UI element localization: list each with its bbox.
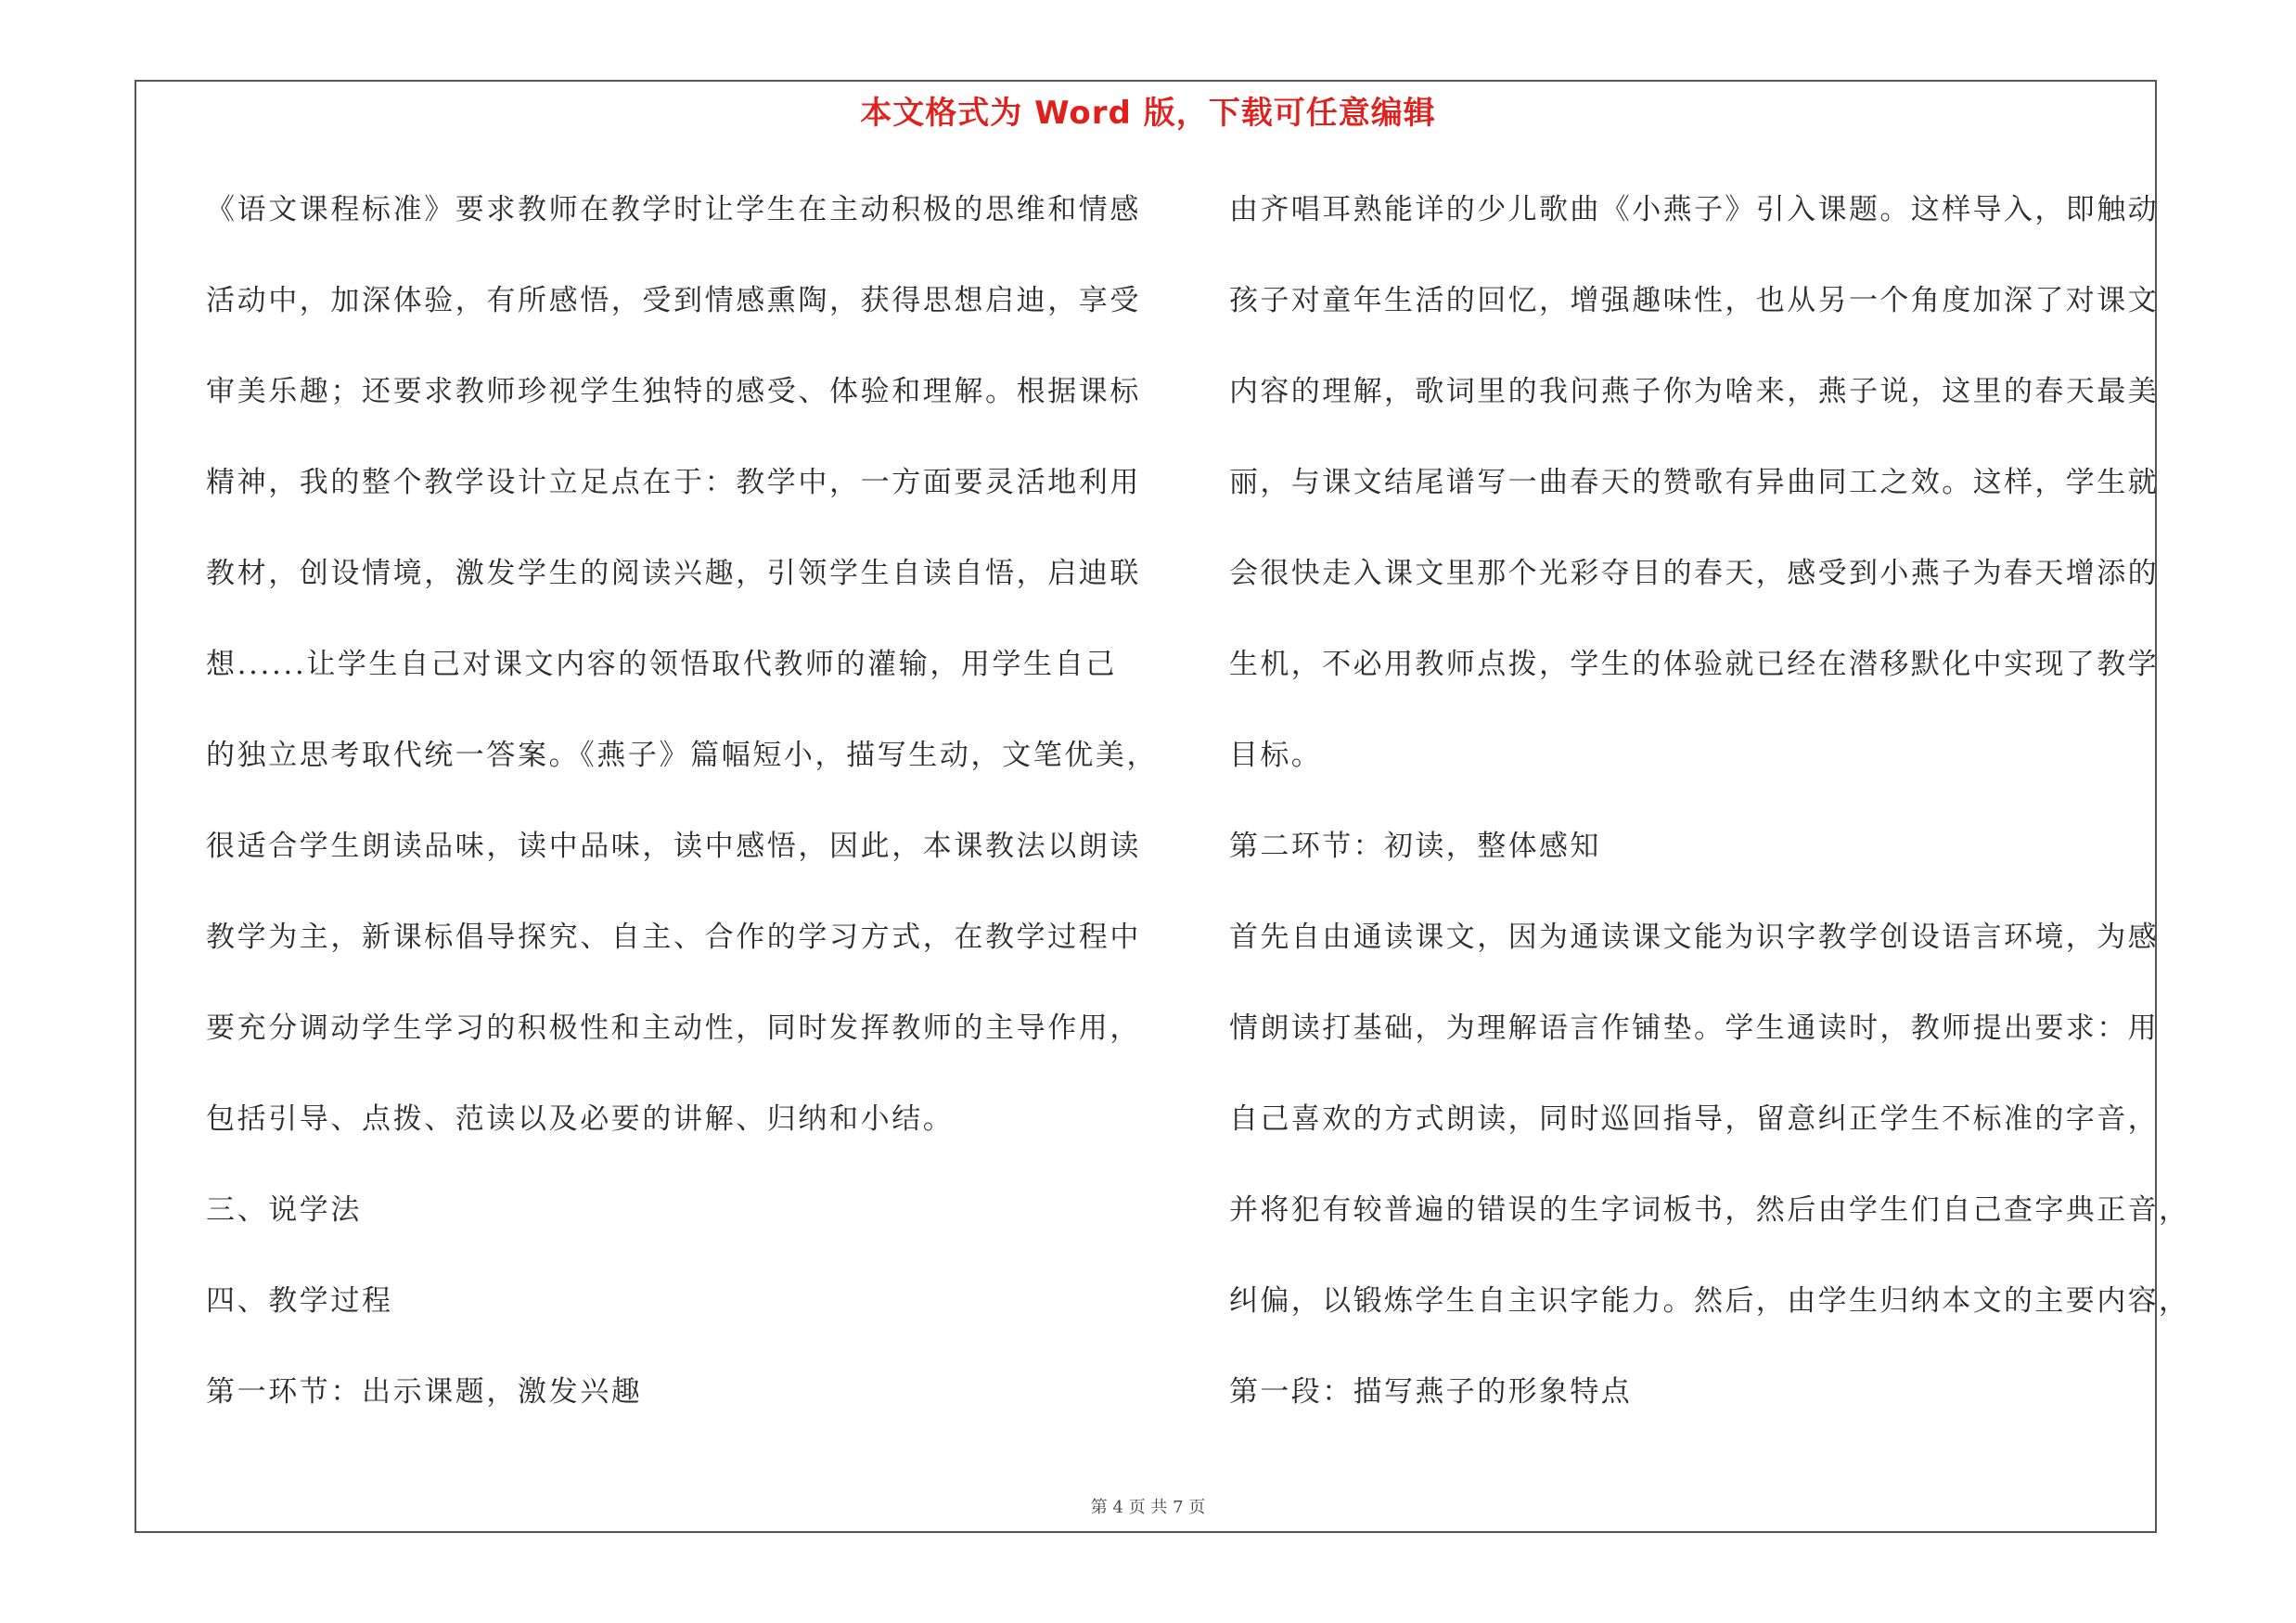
text-line: 纠偏，以锻炼学生自主识字能力。然后，由学生归纳本文的主要内容， (1229, 1284, 2190, 1318)
text-line: 丽，与课文结尾谱写一曲春天的赞歌有异曲同工之效。这样，学生就 (1229, 466, 2159, 499)
text-line: 活动中，加深体验，有所感悟，受到情感熏陶，获得思想启迪，享受 (206, 284, 1141, 317)
text-line: 《语文课程标准》要求教师在教学时让学生在主动积极的思维和情感 (206, 193, 1141, 226)
left-text-column (206, 182, 1159, 1455)
section-heading: 三、说学法 (206, 1193, 362, 1227)
text-line: 并将犯有较普遍的错误的生字词板书，然后由学生们自己查字典正音， (1229, 1193, 2190, 1227)
text-line: 首先自由通读课文，因为通读课文能为识字教学创设语言环境，为感 (1229, 921, 2159, 954)
text-line: 生机，不必用教师点拨，学生的体验就已经在潜移默化中实现了教学 (1229, 648, 2159, 681)
right-text-column (1229, 182, 2190, 1455)
text-line: 自己喜欢的方式朗读，同时巡回指导，留意纠正学生不标准的字音， (1229, 1102, 2159, 1136)
editable-notice-banner: 本文格式为 Word 版，下载可任意编辑 (860, 95, 1436, 132)
text-line: 内容的理解，歌词里的我问燕子你为啥来，燕子说，这里的春天最美 (1229, 375, 2159, 408)
text-line: 目标。 (1229, 739, 1323, 772)
text-line: 由齐唱耳熟能详的少儿歌曲《小燕子》引入课题。这样导入，即触动 (1229, 193, 2159, 226)
text-line: 教材，创设情境，激发学生的阅读兴趣，引领学生自读自悟，启迪联 (206, 557, 1141, 590)
text-line: 情朗读打基础，为理解语言作铺垫。学生通读时，教师提出要求：用 (1229, 1011, 2159, 1045)
text-line: 教学为主，新课标倡导探究、自主、合作的学习方式，在教学过程中 (206, 921, 1141, 954)
text-line: 要充分调动学生学习的积极性和主动性，同时发挥教师的主导作用， (206, 1011, 1141, 1045)
subsection-heading: 第二环节：初读，整体感知 (1229, 830, 1601, 863)
text-line: 会很快走入课文里那个光彩夺目的春天，感受到小燕子为春天增添的 (1229, 557, 2159, 590)
section-heading: 四、教学过程 (206, 1284, 393, 1318)
text-line: 很适合学生朗读品味，读中品味，读中感悟，因此，本课教法以朗读 (206, 830, 1141, 863)
text-line: 审美乐趣；还要求教师珍视学生独特的感受、体验和理解。根据课标 (206, 375, 1141, 408)
text-line: 孩子对童年生活的回忆，增强趣味性，也从另一个角度加深了对课文 (1229, 284, 2159, 317)
subsection-heading: 第一环节：出示课题，激发兴趣 (206, 1375, 643, 1409)
subsection-heading: 第一段：描写燕子的形象特点 (1229, 1375, 1633, 1409)
text-line: 包括引导、点拨、范读以及必要的讲解、归纳和小结。 (206, 1102, 955, 1136)
text-line: 想......让学生自己对课文内容的领悟取代教师的灌输，用学生自己 (206, 648, 1117, 681)
text-line: 的独立思考取代统一答案。《燕子》篇幅短小，描写生动，文笔优美， (206, 739, 1159, 772)
page-number-footer: 第 4 页 共 7 页 (1090, 1498, 1206, 1517)
text-line: 精神，我的整个教学设计立足点在于：教学中，一方面要灵活地利用 (206, 466, 1141, 499)
